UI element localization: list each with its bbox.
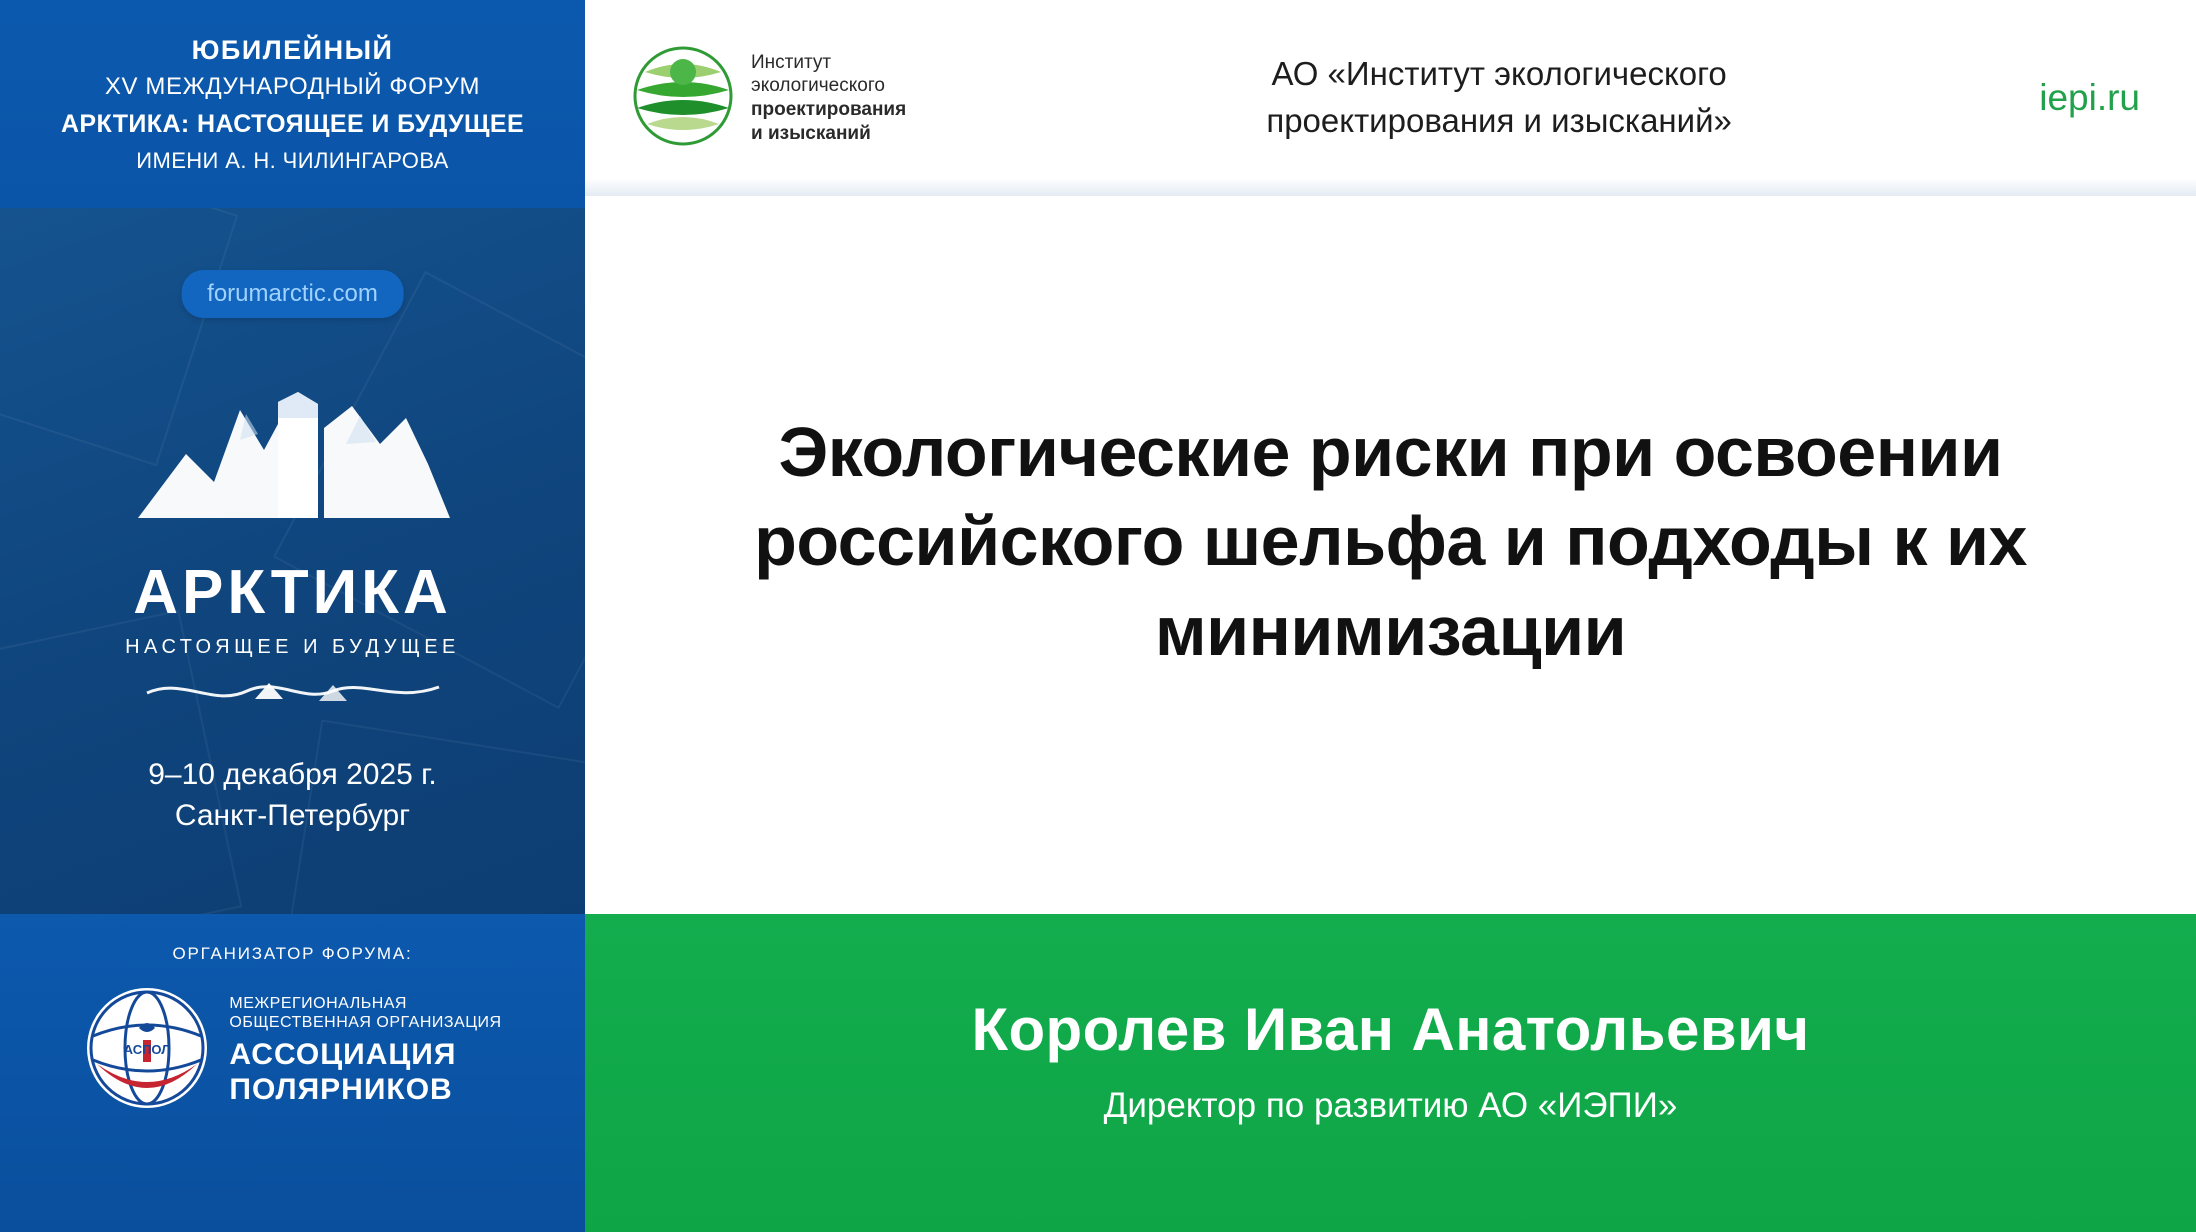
- forum-sidebar: [0, 0, 585, 1232]
- organizer-big-line-2: ПОЛЯРНИКОВ: [229, 1072, 453, 1106]
- organizer-big-line-1: АССОЦИАЦИЯ: [229, 1038, 457, 1072]
- arctic-emblem: [83, 358, 503, 707]
- aspol-logo-icon: [83, 984, 211, 1117]
- company-website-link[interactable]: iepi.ru: [2039, 77, 2140, 118]
- emblem-wave-rule: [83, 673, 503, 707]
- speaker-name: Королев Иван Анатольевич: [971, 995, 1810, 1063]
- slide-title-area: [585, 196, 2196, 914]
- forum-line-number: XV МЕЖДУНАРОДНЫЙ ФОРУМ: [104, 72, 481, 100]
- forum-line-person: ИМЕНИ А. Н. ЧИЛИНГАРОВА: [136, 147, 449, 173]
- iepi-logo-line-3: проектирования: [751, 99, 907, 120]
- organizer-logo-row: [0, 984, 585, 1117]
- forum-branding-block: [0, 0, 585, 208]
- forum-date: 9–10 декабря 2025 г.: [148, 758, 437, 791]
- forum-city: Санкт-Петербург: [174, 798, 411, 832]
- iceberg-emblem-icon: [83, 358, 503, 558]
- organizer-small-line-2: ОБЩЕСТВЕННАЯ ОРГАНИЗАЦИЯ: [229, 1014, 502, 1031]
- iepi-logo-line-1: Институт: [751, 51, 832, 73]
- forum-line-name: АРКТИКА: НАСТОЯЩЕЕ И БУДУЩЕЕ: [60, 109, 525, 138]
- organizer-block: [0, 914, 585, 1232]
- iepi-logo-line-2: экологического: [751, 75, 885, 97]
- organizer-label: ОРГАНИЗАТОР ФОРУМА:: [172, 944, 413, 963]
- speaker-band: [585, 914, 2196, 1232]
- company-name-line-2: проектирования и изысканий»: [1266, 102, 1732, 139]
- company-name-line-1: АО «Институт экологического: [1271, 55, 1727, 93]
- forum-line-anniversary: ЮБИЛЕЙНЫЙ: [191, 34, 394, 65]
- iepi-globe-icon: [629, 42, 737, 155]
- forum-website-pill[interactable]: forumarctic.com: [181, 270, 404, 318]
- company-name: [959, 51, 2039, 145]
- forum-date-block: [0, 755, 585, 836]
- slide-header: [585, 0, 2196, 196]
- emblem-word: АРКТИКА: [133, 558, 452, 627]
- speaker-role: Директор по развитию АО «ИЭПИ»: [1103, 1085, 1678, 1125]
- svg-text:АСПОЛ: АСПОЛ: [124, 1042, 171, 1057]
- iepi-logo-line-4: и изысканий: [751, 122, 871, 144]
- iepi-logo-block: [629, 42, 959, 155]
- slide-main: [585, 0, 2196, 1232]
- emblem-subtitle: НАСТОЯЩЕЕ И БУДУЩЕЕ: [125, 636, 460, 658]
- forum-emblem-block: [0, 208, 585, 914]
- iepi-logo-text: [751, 51, 906, 146]
- slide-title: Экологические риски при освоении российского шельфа и подходы к их минимизации: [754, 412, 2027, 670]
- organizer-name-text: [229, 994, 501, 1107]
- organizer-small-line-1: МЕЖРЕГИОНАЛЬНАЯ: [229, 994, 407, 1012]
